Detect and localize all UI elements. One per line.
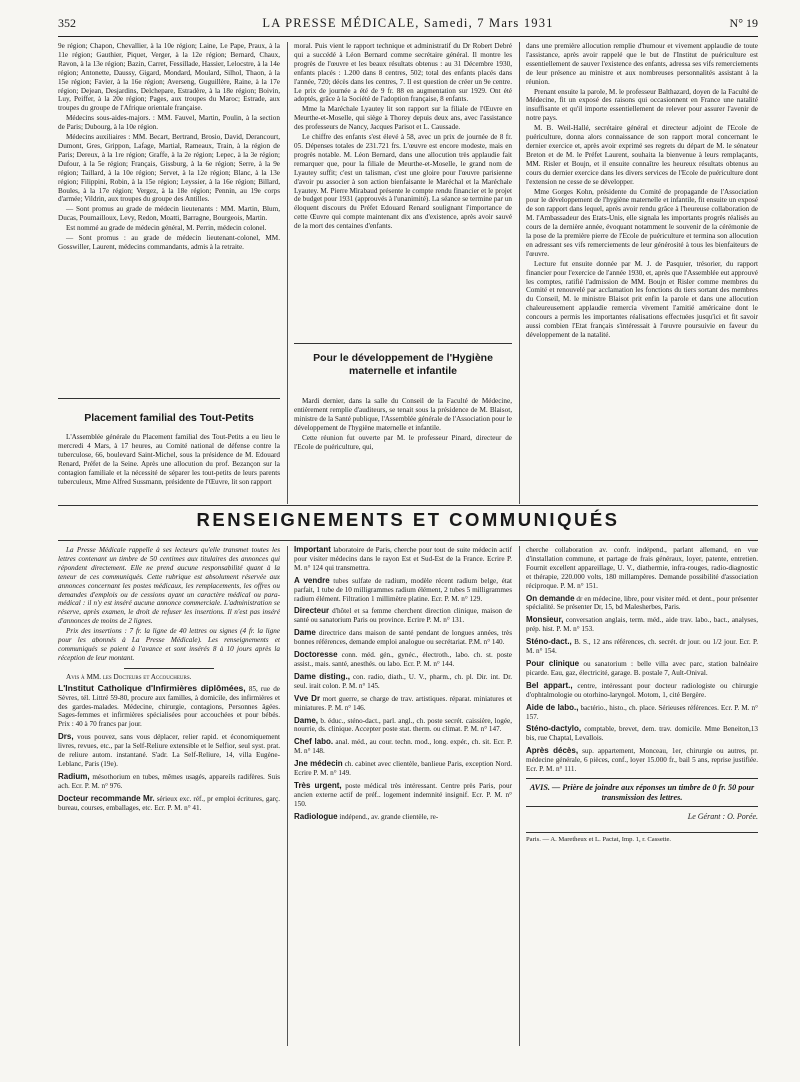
hygiene-text-2: Cette réunion fut ouverte par M. le professeur Pinard, directeur de l'Ecole de puériculture, qui, bbox=[294, 433, 512, 451]
promotion-lieutenants: — Sont promus au grade de médecin lieutenants : MM. Martin, Blum, Ducas, Poumailloux, Levy, Redon, Moatti, Barragne, Bourgeois, Martin. bbox=[58, 205, 280, 223]
promotion-general: Est nommé au grade de médecin général, M. Perrin, médecin colonel. bbox=[66, 224, 267, 233]
classified-ad: Très urgent, poste médical très intéressant. Centre près Paris, pour ancien externe actif de préf.. logement indemnité insignif. Ecr. P. M. n° 150. bbox=[294, 780, 512, 808]
divider bbox=[294, 343, 512, 344]
placement-article bbox=[58, 433, 280, 505]
column-rule bbox=[287, 42, 288, 504]
classified-ad: A vendre tubes sulfate de radium, modèle récent radium belge, état parfait, 1 tube de 10 milligrammes radium élément, 2 tubes 5 milligrammes radium élément. Filtration 1 millimètre platine. Ecr. P. M. n° 129. bbox=[294, 575, 512, 603]
kohn-report: Mme Gorges Kohn, présidente du Comité de propagande de l'Association pour le développement de l'hygiène maternelle et infantile, fit ensuite un exposé de son rapport dans lequel, après avoir rendu grâce à l'heureuse collaboration de M. l'Ambassadeur des Etats-Unis, elle signala les importants progrès réalisés au cours de la dernière année, évoquant notamment le souvenir de la cérémonie de la pose de la première pierre de l'Ecole de puériculture et termina son allocution en adressant ses vifs remerciements de leur générosité à tous les bienfaiteurs de l'œuvre. bbox=[526, 187, 758, 258]
page-header bbox=[58, 14, 758, 37]
issue-number: N° 19 bbox=[729, 16, 758, 30]
column-rule bbox=[519, 42, 520, 504]
classified-ad: Drs, vous pouvez, sans vous déplacer, relier rapid. et économiquement livres, revues, etc., par la Self-Reliure extensible et le Selfior, seul syst. prat. de reliure autom. instantané. S'adr. La Self-Reliure, 14, villa Eugène-Leblanc, Paris (19e). bbox=[58, 732, 280, 768]
weil-halle-report: M. B. Weil-Hallé, secrétaire général et directeur adjoint de l'Ecole de puériculture, donna alors connaissance de son rapport moral concernant le dernier exercice et, après avoir exprimé ses regrets du départ de M. le sénateur Breton et de M. le Préfet Laurent, souhaita la bienvenue à leurs remplaçants, MM. Risler et Boujn, et il ensuite connaître les heureux résultats obtenus au cours du dernier exercice dans les divers services de l'Ecole de puériculture dont l'extension ne cesse de se développer. bbox=[526, 124, 758, 186]
gerant-signature: Le Gérant : O. Porée. bbox=[687, 811, 758, 821]
column-rule bbox=[287, 546, 288, 1046]
classified-ad: Docteur recommande Mr. sérieux exc. réf., pr emploi écritures, garç. bureau, courses, emballages, etc. Ecr. P. M. n° 41. bbox=[58, 793, 280, 812]
placement-continued: moral. Puis vient le rapport technique et administratif du Dr Robert Debré qui a succédé à Léon Bernard comme secrétaire général. Il montre les progrès de l'œuvre et les beaux résultats obtenus : au 31 Décembre 1930, enfants placés : 1.200 dans 8 centres, 502; total des enfants placés dans l'année, 720; décès dans les centres, 7. Il est question de créer un 9e centre. Le prix de journée a été de 9 fr. 88 en augmentation sur 1929. Ont été adoptés, grâce à la Société de l'adoption française, 8 enfants. bbox=[294, 42, 512, 104]
hygiene-article bbox=[294, 397, 512, 505]
hygiene-heading bbox=[294, 352, 512, 378]
classified-ad: Après décès, sup. appartement, Monceau, 1er, chirurgie ou autres, pr. médecine générale, 6 pièces, conf., loyer 15.000 fr., bail 5 ans, reprise justifiée. Ecr. P. M. n° 111. bbox=[526, 746, 758, 774]
page-number: 352 bbox=[58, 16, 76, 30]
placement-heading bbox=[58, 412, 280, 425]
divider bbox=[124, 668, 214, 669]
journal-title: LA PRESSE MÉDICALE, Samedi, 7 Mars 1931 bbox=[262, 16, 554, 30]
institut-text: 85, rue de Sèvres, tél. Littré 59-80, procure aux familles, à domicile, des infirmières et des gardes-malades. Médecine, chirurgie, contagions, Personnes âgées. Sages-femmes et infirmières spécialisées pour accouchées et pour bébés. Prix : 40 à 70 francs par jour. bbox=[58, 684, 280, 729]
divider bbox=[58, 398, 280, 399]
top-column-1 bbox=[58, 42, 280, 395]
ad-list bbox=[58, 733, 280, 812]
divider bbox=[526, 806, 758, 807]
classified-ad: Doctoresse conn. méd. gén., gynéc., électroth., labo. ch. st. poste assist., mais. santé, anesthés. ou labo. Ecr. P. M. n° 144. bbox=[294, 650, 512, 668]
classifieds-column-3 bbox=[526, 546, 758, 1046]
classified-ad: On demande dr en médecine, libre, pour visiter méd. et dent., pour présenter spécialité. Se présenter Dr, 15, bd Malesherbes, Paris. bbox=[526, 593, 758, 612]
intro-notice: La Presse Médicale rappelle à ses lecteurs qu'elle transmet toutes les lettres contenant un timbre de 50 centimes aux titulaires des annonces qui répondent directement. Elle ne prend aucune responsabilité quant à la teneur de ces communiqués. Cette rubrique est absolument réservée aux annonces concernant les postes médicaux, les remplacements, les offres ou demandes d'emplois ou de cessions ayant un caractère médical ou para-médical : il n'y est inséré aucune annonce commerciale. L'administration se réserve, après examen, le droit de refuser les insertions. Il n'est pas inséré d'annonces de moins de 2 lignes. bbox=[58, 546, 280, 626]
insertion-prices: Prix des insertions : 7 fr. la ligne de 40 lettres ou signes (4 fr. la ligne pour les abonnés à La Presse Médicale). Les renseignements et communiqués se paient à l'avance et sont insérés 8 à 10 jours après la réception de leur montant. bbox=[58, 627, 280, 662]
classified-ad: Dame directrice dans maison de santé pendant de longues années, très bonnes références, demande emploi analogue ou secrétariat. P.M. n° 140. bbox=[294, 628, 512, 647]
balthazard-speech: Prenant ensuite la parole, M. le professeur Balthazard, doyen de la Faculté de Médecine, fit un exposé des raisons qui occasionnent en France une natalité insuffisante et qu'il importe essentiellement de relever pour assurer l'avenir de notre pays. bbox=[526, 87, 758, 123]
top-column-3 bbox=[526, 42, 758, 504]
transmission-notice: AVIS. — Prière de joindre aux réponses un timbre de 0 fr. 50 pour transmission des lettres. bbox=[529, 782, 755, 802]
classified-ad: Monsieur, conversation anglais, term. méd., aide trav. labo., bact., analyses, prép. hist. P. M. n° 153. bbox=[526, 615, 758, 634]
classifieds-column-2 bbox=[294, 546, 512, 1046]
classified-ad: Important laboratoire de Paris, cherche pour tout de suite médecin actif pour visiter médecins dans le rayon Est et Sud-Est de la France. Ecrire P. M. n° 124 qui transmettra. bbox=[294, 546, 512, 572]
classified-ad: Radiologue indépend., av. grande clientèle, re- bbox=[294, 811, 439, 821]
hygiene-text: Mardi dernier, dans la salle du Conseil de la Faculté de Médecine, entièrement remplie d'auditeurs, se tenait sous la présidence de M. Blaisot, ministre de la Santé publique, l'Assemblée générale de l'Association pour le développement de l'hygiène maternelle et infantile. bbox=[294, 397, 512, 432]
classified-ad: Dame disting., con. radio, diath., U. V., pharm., ch. pl. Dir. int. Dr. seul. irait colon. P. M. n° 145. bbox=[294, 671, 512, 690]
classified-ad: Aide de labo., bactério., histo., ch. place. Sérieuses références. Ecr. P. M. n° 157. bbox=[526, 702, 758, 721]
classified-ad: Dame, b. éduc., sténo-dact., parl. angl., ch. poste secrét. caissière, logée, nourrie, ds. clinique. Accepter poste stat. therm. ou climat. P. M. n° 147. bbox=[294, 715, 512, 734]
promotion-lt-colonel: — Sont promus : au grade de médecin lieutenant-colonel, MM. Gosswiller, Laurent, médecins commandants, admis à la retraite. bbox=[58, 234, 280, 251]
classified-ad: Jne médecin ch. cabinet avec clientèle, banlieue Paris, exception Nord. Ecrire P. M. n° 149. bbox=[294, 759, 512, 778]
top-column-2 bbox=[294, 42, 512, 340]
classified-ad: Sténo-dactylo, comptable, brevet, dem. trav. domicile. Mme Beneiton,13 bis, rue Chaptal, Levallois. bbox=[526, 724, 758, 743]
promotion-list: 9e région; Chapon, Chevallier, à la 10e région; Laine, Le Pape, Praux, à la 11e région; Gauthier, Piquet, Verger, à la 12e région; Bernard, Chaux, Ravon, à la 13e région; Bazin, Carret, Fessillade, Hassier, Lelocstre, à la 14e région; Antonette, Daussy, Gigard, Mondard, Moulard, Silhol, Thaon, à la 15e région; Favier, à la 16e région; Averseng, Guguillère, Raine, à la 17e région; Dejean, Desjardins, Delchepare, Estradère, à la 18e région; Boivin, Luy, Peiffer, à la 20e région; Pages, aux troupes du Maroc; Estrade, aux troupes du groupe de l'Afrique orientale française. bbox=[58, 42, 280, 113]
hygiene-title: Pour le développement de l'Hygiène maternelle et infantile bbox=[313, 352, 493, 377]
lyautey-report: Mme la Maréchale Lyautey lit son rapport sur la filiale de l'Œuvre en Meurthe-et-Moselle, qui siège à Thorey depuis deux ans, avec l'assistance des professeurs de Nancy, Jacques Parisot et L. Caussade. bbox=[294, 105, 512, 132]
classified-ad: Radium, mésothorium en tubes, mêmes usagés, appareils radifères. Suis ach. Ecr. P. M. n° 976. bbox=[58, 771, 280, 790]
section-divider bbox=[58, 505, 758, 506]
column-rule bbox=[519, 546, 520, 1046]
promotion-sub-aides: Médecins sous-aides-majors. : MM. Fauvel, Martin, Poulin, à la section de Paris; Dubourg, à la 10e région. bbox=[58, 114, 280, 132]
placement-title: Placement familial des Tout-Petits bbox=[84, 412, 254, 424]
classified-ad: Chef labo. anal. méd., au cour. techn. mod., long. expér., ch. sit. Ecr. P. M. n° 148. bbox=[294, 737, 512, 756]
classified-ad: Pour clinique ou sanatorium : belle villa avec parc, station balnéaire picarde. Eau, gaz, électricité, garage. B. postale 7, Ault-Onival. bbox=[526, 658, 758, 677]
printer-line: Paris. — A. Maretheux et L. Pactat, Imp. 1, r. Cassette. bbox=[526, 832, 758, 845]
divider bbox=[526, 778, 758, 779]
placement-text: L'Assemblée générale du Placement familial des Tout-Petits a eu lieu le mercredi 4 Mars, à 17 heures, au Comité national de défense contre la tuberculose, 66, boulevard Saint-Michel, sous la présidence de M. Edouard Renard, Préfet de la Seine. Après une allocution du prof. Bezançon sur la contagion familiale et la nécessité de séparer les tout-petits de leurs parents tuberculeux, Mme Alfred Sussmann, présidente de l'Œuvre, lit son rapport bbox=[58, 433, 280, 486]
classified-ad: Sténo-dact., B. S., 12 ans références, ch. secrét. dr jour. ou 1/2 jour. Ecr. P. M. n° 154. bbox=[526, 637, 758, 656]
avis-docteurs: Avis à MM. les Docteurs et Accoucheurs. bbox=[66, 672, 192, 681]
institut-title: L'Institut Catholique d'Infirmières diplômées, bbox=[58, 682, 246, 693]
classified-ad: Directeur d'hôtel et sa femme cherchent direction clinique, maison de santé ou sanatorium Paris ou province. Ecrire P. M. n° 131. bbox=[294, 606, 512, 625]
promotion-auxiliaires: Médecins auxiliaires : MM. Becart, Bertrand, Brosio, David, Derancourt, Dumont, Gres, Grippon, Lafage, Martial, Rameaux, Train, à la région de Paris; Dereux, à la 1re région; Graffe, à la 2e région; Lepec, à la 3e région; Dufour, à la 5e région; Français, Gissburg, à la 6e région; Serre, à la 9e région; Taillard, à la 10e région; Servet, à la 12e région; Blanc, à la 13e région; Filippini, Robin, à la 15e région; Leyssier, à la 16e région; Billard, Boules, à la 17e région; Vergez, à la 18e région; Pennin, au 19e corps d'armée; Vildrin, aux troupes du groupe des Antilles. bbox=[58, 133, 280, 204]
pinard-speech: dans une première allocution remplie d'humour et vivement applaudie de toute l'assistance, après avoir rappelé que le but de l'Institut de puériculture est essentiellement de sauver l'existence des enfants, adressa ses vifs remerciements de leur présence au ministre et aux nombreuses personnalités assistant à la réunion. bbox=[526, 42, 758, 86]
classified-ad: Vve Dr mort guerre, se charge de trav. artistiques. réparat. miniatures et miniatures. P. M. n° 146. bbox=[294, 693, 512, 712]
classified-ad: Bel appart., centre, intéressant pour docteur radiologiste ou chirurgie d'ophtalmologie ou otorhino-laryngol. Motom, 1, cité Bergère. bbox=[526, 680, 758, 699]
section-divider bbox=[58, 540, 758, 541]
classifieds-column-1 bbox=[58, 546, 280, 1046]
classified-ad: cherche collaboration av. confr. indépend., parlant allemand, en vue d'installation commune, et partage de frais généraux, loyer, patente, entretien. Fournit excellent appareillage, U. V., diathermie, infra-rouges, radio-diagnostic et thérapie, 220.000 volts, 180 millampères. Demande possibilité d'association réciproque. P. M. n° 151. bbox=[526, 546, 758, 590]
section-title: RENSEIGNEMENTS ET COMMUNIQUÉS bbox=[196, 509, 620, 530]
treasurer-report: Lecture fut ensuite donnée par M. J. de Pasquier, trésorier, du rapport financier pour l'exercice de l'année 1930, et, après que l'Assemblée eut approuvé les comptes, ratifié l'admission de MM. Boujn et Risler comme membres du Comité et renouvelé par acclamation les fonctions du tiers sortant des membres du Conseil, M. le ministre Blaisot prit enfin la parole et dans une allocution chaleureusement applaudie remercia vivement l'amitié américaine dont le concours a permis les importantes réalisations effectuées jusqu'ici et fit savoir aussi combien l'Etat français s'intéressait à l'œuvre poursuivie en faveur du développement de la natalité. bbox=[526, 259, 758, 339]
financial-report: Le chiffre des enfants s'est élevé à 58, avec un prix de journée de 8 fr. 05. Dépenses totales de 231.721 frs. L'œuvre est encore modeste, mais en progrès notable. M. Léon Bernard, dans une allocution très applaudie fait remarquer que, pour la filiale de Meurthe-et-Moselle, le grand nom de Lyautey suffit; c'est un talisman, c'est une gloire pour l'œuvre parisienne d'avoir pu associer à son action bienfaisante le Maréchal et la Maréchale Lyautey. M. Pierre Mirabaud présente le compte rendu financier et le projet de budget pour 1931 (approuvés à l'unanimité). La séance se termine par un éloquent discours du Préfet Edouard Renard soulignant l'importance de cette Œuvre qui compte maintenant dix ans d'existence, après avoir sauvé de la mort des centaines d'enfants. bbox=[294, 133, 512, 231]
